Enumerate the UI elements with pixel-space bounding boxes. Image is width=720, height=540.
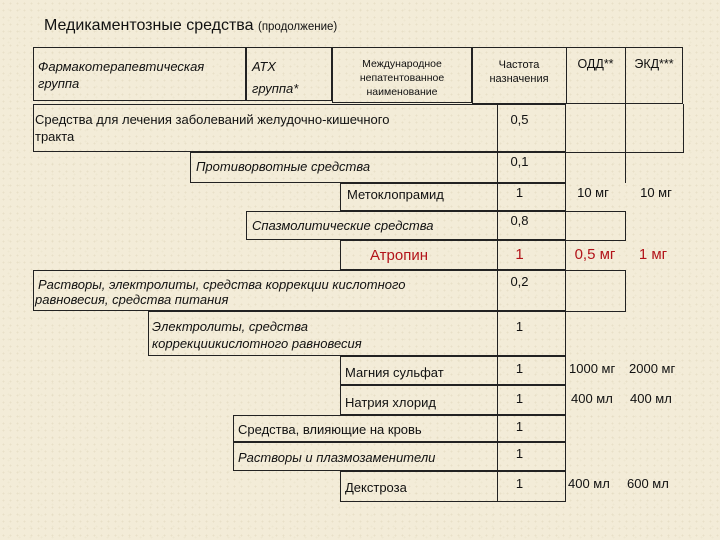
divider <box>566 270 626 271</box>
header-group-line2: группа <box>38 76 80 91</box>
freq-value: 1 <box>515 419 524 434</box>
header-odd: ОДД** <box>577 57 614 71</box>
header-ekd: ЭКД*** <box>634 57 674 71</box>
divider <box>683 104 684 152</box>
row-label: коррекциикислотного равновесия <box>152 336 362 351</box>
header-inn-line1: Международное <box>362 58 442 70</box>
odd-value: 1000 мг <box>569 361 616 376</box>
odd-value: 400 мл <box>571 391 613 406</box>
row-label: Декстроза <box>345 480 407 495</box>
row-label-highlight: Атропин <box>370 247 429 264</box>
divider <box>625 211 626 240</box>
freq-value: 0,1 <box>510 154 529 169</box>
freq-value: 0,2 <box>510 274 529 289</box>
freq-value: 1 <box>515 185 524 200</box>
freq-value: 1 <box>515 446 524 461</box>
title-sub: (продолжение) <box>257 21 338 33</box>
header-group-line1: Фармакотерапевтическая <box>38 59 205 74</box>
row-label: Электролиты, средства <box>152 319 308 334</box>
divider <box>566 240 626 241</box>
freq-value: 0,8 <box>510 213 529 228</box>
header-freq-line2: назначения <box>489 73 549 85</box>
header-inn-line3: наименование <box>366 86 438 98</box>
freq-value: 1 <box>515 319 524 334</box>
row-label: равновесия, средства питания <box>35 292 229 307</box>
row-label: Натрия хлорид <box>345 395 436 410</box>
odd-value: 400 мл <box>568 476 610 491</box>
row-label: Метоклопрамид <box>347 187 444 202</box>
ekd-value: 400 мл <box>630 391 672 406</box>
odd-value: 10 мг <box>577 185 609 200</box>
page-title <box>44 17 337 35</box>
title-main: Медикаментозные средства <box>44 17 254 34</box>
header-inn-line2: непатентованное <box>359 72 445 84</box>
row-label: тракта <box>35 129 75 144</box>
row-label: Растворы и плазмозаменители <box>238 450 436 465</box>
row-label: Средства для лечения заболеваний желудочно-кишечного <box>35 112 390 127</box>
freq-value-highlight: 1 <box>515 246 524 263</box>
freq-value: 0,5 <box>510 112 529 127</box>
divider <box>566 211 626 212</box>
header-atc-line1: АТХ <box>252 59 276 74</box>
ekd-value-highlight: 1 мг <box>638 246 668 263</box>
row-label: Магния сульфат <box>345 365 444 380</box>
divider <box>566 311 626 312</box>
divider <box>625 152 626 183</box>
freq-value: 1 <box>515 391 524 406</box>
row-label: Растворы, электролиты, средства коррекции кислотного <box>38 277 406 292</box>
freq-value: 1 <box>515 361 524 376</box>
ekd-value: 2000 мг <box>629 361 676 376</box>
ekd-value: 600 мл <box>627 476 669 491</box>
row-label: Противорвотные средства <box>196 159 371 174</box>
row-label: Средства, влияющие на кровь <box>238 422 422 437</box>
header-freq-line1: Частота <box>498 59 540 71</box>
odd-value-highlight: 0,5 мг <box>574 246 616 263</box>
divider <box>625 104 626 152</box>
divider <box>625 270 626 311</box>
freq-value: 1 <box>515 476 524 491</box>
ekd-value: 10 мг <box>640 185 672 200</box>
divider <box>625 47 626 103</box>
row-label: Спазмолитические средства <box>252 218 434 233</box>
divider <box>566 47 567 103</box>
header-atc-line2: группа* <box>252 81 299 96</box>
